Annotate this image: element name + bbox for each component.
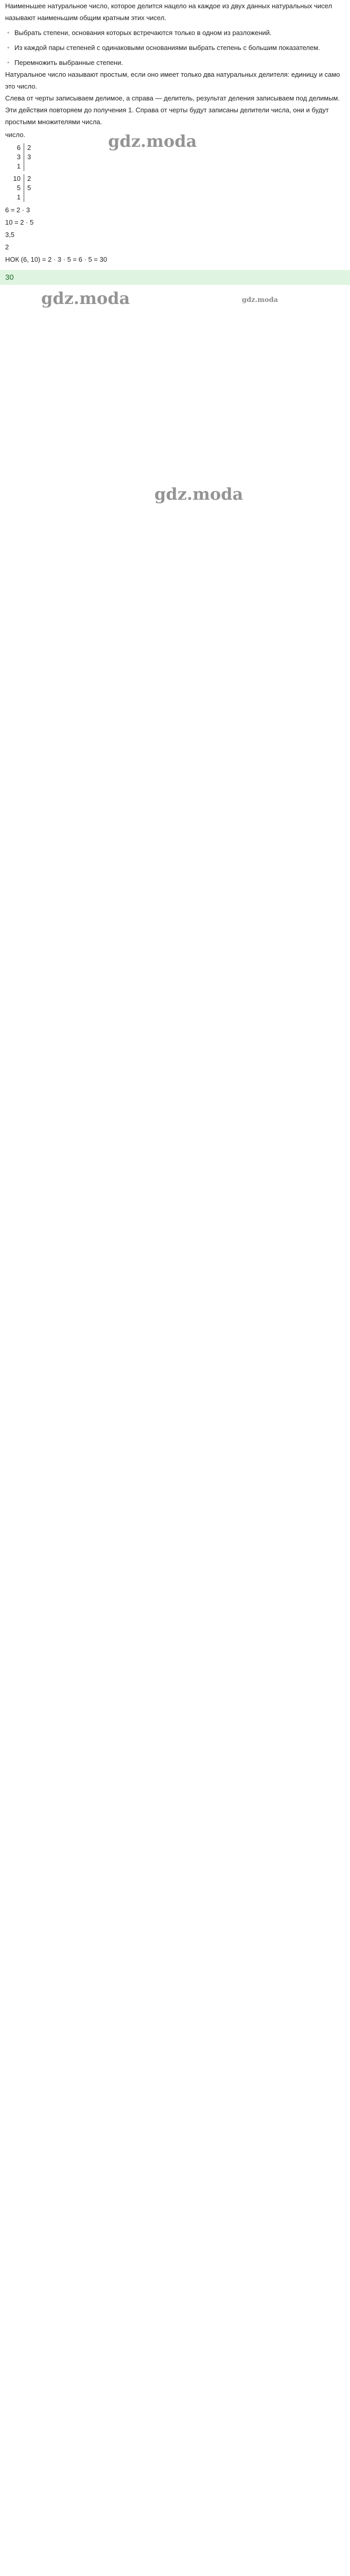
factorization: 10 = 2 · 5 bbox=[5, 218, 34, 226]
prime-definition: Натуральное число называют простым, если оно имеет только два натуральных делителя: единицу и само это число. bbox=[5, 71, 340, 90]
dividend: 1 bbox=[7, 193, 24, 202]
factorization: 6 = 2 · 3 bbox=[5, 206, 30, 214]
watermark: gdz.moda bbox=[41, 289, 130, 308]
step-item: ◦ Перемножить выбранные степени. bbox=[14, 57, 345, 69]
dividend: 3 bbox=[7, 152, 24, 162]
problem-block bbox=[0, 0, 350, 531]
dividend: 10 bbox=[7, 174, 24, 183]
step-item: ◦ Выбрать степени, основания которых встречаются только в одном из разложений. bbox=[14, 27, 345, 39]
divisor bbox=[24, 193, 43, 202]
step-item: ◦ Из каждой пары степеней с одинаковыми основаниями выбрать степень с большим показателем. bbox=[14, 42, 345, 54]
solutions-page bbox=[0, 0, 350, 531]
note-line: 3,5 bbox=[5, 231, 15, 239]
watermark: gdz.moda bbox=[154, 484, 243, 504]
divisor: 5 bbox=[27, 184, 31, 192]
divisor: 2 bbox=[27, 144, 31, 151]
answer-bar: 30 bbox=[0, 270, 350, 285]
procedure-text: Слева от черты записываем делимое, а справа — делитель, результат деления записываем под делимым. Эти действия повторяем до получения 1. Справа от черты будут записаны делители числа, они и будут простыми множителями числа. bbox=[5, 94, 340, 126]
nok-result: НОК (6, 10) = 2 · 3 · 5 = 6 · 5 = 30 bbox=[5, 256, 107, 263]
note-line: 2 bbox=[5, 243, 9, 251]
label-numbers: число. bbox=[5, 131, 26, 139]
watermark: gdz.moda bbox=[242, 296, 278, 304]
divisor: 3 bbox=[27, 153, 31, 161]
divisor: 2 bbox=[27, 175, 31, 182]
divisor bbox=[24, 162, 43, 171]
intro-text: Наименьшее натуральное число, которое делится нацело на каждое из двух данных натуральных чисел называют наименьшим общим кратным этих чисел. bbox=[5, 2, 332, 22]
dividend: 6 bbox=[7, 143, 24, 152]
dividend: 5 bbox=[7, 183, 24, 193]
factor-column bbox=[7, 143, 343, 171]
dividend: 1 bbox=[7, 162, 24, 171]
factor-column bbox=[7, 174, 343, 202]
watermark: gdz.moda bbox=[108, 131, 197, 151]
